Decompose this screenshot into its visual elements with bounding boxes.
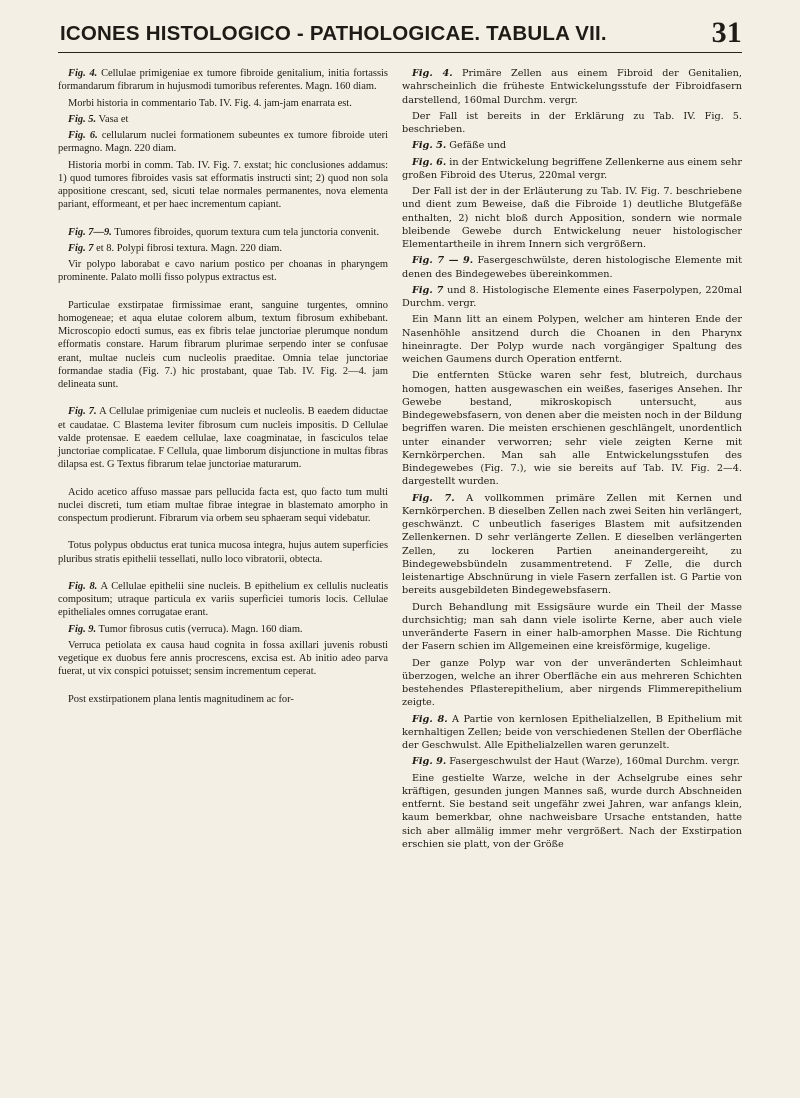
paragraph-text: Fasergeschwülste, deren histologische Elemente mit denen des Bindegewebes übereinkommen. bbox=[402, 255, 742, 280]
figure-label: Fig. 7 — 9. bbox=[412, 255, 474, 267]
figure-label: Fig. 8. bbox=[68, 580, 98, 592]
paragraph-text: Totus polypus obductus erat tunica mucosa integra, hujus autem superficies pluribus stratis epithelii tessellati, nullo loco vibratorii, obtecta. bbox=[58, 540, 388, 565]
latin-paragraph bbox=[58, 623, 388, 636]
figure-label: Fig. 9. bbox=[68, 623, 97, 635]
latin-paragraph bbox=[58, 405, 388, 471]
german-paragraph bbox=[402, 772, 742, 852]
paragraph-text: Verruca petiolata ex causa haud cognita in fossa axillari juvenis robusti vegetique ex duobus fere annis procrescens, excisa est. Ab initio adeo parva fuerat, ut vix conspici potuisset; sensim incrementum ceperat. bbox=[58, 639, 388, 678]
german-column bbox=[402, 67, 742, 854]
paragraph-text: A Cellulae primigeniae cum nucleis et nucleolis. B eaedem diductae et caudatae. C Blastema leviter fibrosum cum nucleis impositis. D Cellulae valde protensae. E eaedem cellulae, laxe coagminatae, in fasciculos telae junctoriae complicatae. F Cellula, quae limborum disjunctione in multas fibras dilapsa est. G Textus fibrarum telae junctoriae maturarum. bbox=[58, 406, 388, 471]
latin-column bbox=[58, 67, 388, 854]
page-header bbox=[58, 18, 742, 53]
paragraph-text: Tumor fibrosus cutis (verruca). Magn. 160 diam. bbox=[96, 623, 303, 635]
figure-label: Fig. 5. bbox=[412, 140, 447, 152]
figure-label: Fig. 7 bbox=[68, 242, 94, 254]
paragraph-text: Historia morbi in comm. Tab. IV. Fig. 7. exstat; hic conclusiones addamus: 1) quod tumores fibroides vasis sat efformatis instructi sint; 2) quod non sola appositione crescant, sed, sicuti telae normales permanentes, nova elementa pariant, efformeant, et per haec incrementum capiant. bbox=[58, 159, 388, 211]
paragraph-text: in der Entwickelung begriffene Zellenkerne aus einem sehr großen Fibroid des Uterus, 220mal vergr. bbox=[402, 156, 742, 181]
german-paragraph bbox=[402, 254, 742, 281]
figure-label: Fig. 9. bbox=[412, 756, 447, 768]
paragraph-text: Tumores fibroides, quorum textura cum tela junctoria convenit. bbox=[111, 226, 380, 238]
paragraph-text: Durch Behandlung mit Essigsäure wurde ein Theil der Masse durchsichtig; man sah dann viele isolirte Kerne, aber auch viele unveränderte Fasern in einer halb-amorphen Masse. Die Richtung der Fasern schien im Allgemeinen eine kreisförmige, kugelige. bbox=[402, 601, 742, 653]
paragraph-text: Der Fall ist der in der Erläuterung zu Tab. IV. Fig. 7. beschriebene und dient zum Beweise, daß die Fibroide 1) deutliche Blutgefäße enthalten, 2) nicht bloß durch Apposition, sondern wie normale bleibende Gewebe durch Entwickelung neuer histologischer Elementartheile in ihrem Innern sich vergrößern. bbox=[402, 186, 742, 250]
paragraph-text: Particulae exstirpatae firmissimae erant, sanguine turgentes, omnino homogeneae; et aqua elutae colorem album, textum fibrosum exhibebant. Microscopio edocti sumus, eas ex fibris telae junctoriae plerumque nondum efformatis constare. Harum fibrarum plurimae serpendo inter se confusae erant, multae nucleis cum nucleolis praeditae. Omnia telae junctoriae formandae stadia (Fig. 7.) hic prostabant, quae Tab. IV. Fig. 2—4. jam delineata sunt. bbox=[58, 299, 388, 390]
latin-paragraph bbox=[58, 486, 388, 526]
german-paragraph bbox=[402, 713, 742, 753]
german-paragraph bbox=[402, 110, 742, 137]
german-paragraph bbox=[402, 139, 742, 152]
latin-paragraph bbox=[58, 159, 388, 212]
paragraph-text: Der ganze Polyp war von der unveränderten Schleimhaut überzogen, welche an ihrer Oberfläche ein aus mehreren Schichten bestehendes Pflasterepithelium, aber nirgends Flimmerepithelium zeigte. bbox=[402, 657, 742, 709]
paragraph-text: Post exstirpationem plana lentis magnitudinem ac for- bbox=[68, 693, 294, 705]
german-paragraph bbox=[402, 601, 742, 654]
figure-label: Fig. 7. bbox=[412, 492, 455, 504]
latin-paragraph bbox=[58, 580, 388, 620]
paragraph-text: Ein Mann litt an einem Polypen, welcher am hinteren Ende der Nasenhöhle ansitzend durch die Choanen in den Pharynx hineinragte. Der Polyp wurde nach vorgängiger Spaltung des weichen Gaumens durch Operation entfernt. bbox=[402, 314, 742, 365]
paragraph-text: Vir polypo laborabat e cavo narium postico per choanas in pharyngem prominente. Palato molli fisso polypus extractus est. bbox=[58, 259, 388, 284]
figure-label: Fig. 8. bbox=[412, 713, 448, 725]
latin-paragraph bbox=[58, 242, 388, 255]
german-paragraph bbox=[402, 657, 742, 710]
text-columns bbox=[58, 67, 742, 854]
figure-label: Fig. 7 bbox=[412, 284, 444, 296]
page-title: ICONES HISTOLOGICO - PATHOLOGICAE. TABULA VII. bbox=[60, 22, 607, 45]
latin-paragraph bbox=[58, 539, 388, 566]
latin-paragraph bbox=[58, 97, 388, 110]
paragraph-text: Acido acetico affuso massae pars pellucida facta est, quo facto tum multi nuclei discreti, tum etiam multae fibrae integrae in blastemato amorpho in conspectum prodierunt. Fibrarum via orbem seu sphaeram sequi videbatur. bbox=[58, 486, 388, 524]
latin-paragraph bbox=[58, 258, 388, 285]
latin-paragraph bbox=[58, 67, 388, 94]
paragraph-text: et 8. Polypi fibrosi textura. Magn. 220 diam. bbox=[93, 242, 282, 254]
page-number: 31 bbox=[711, 16, 742, 49]
german-paragraph bbox=[402, 369, 742, 488]
figure-label: Fig. 7—9. bbox=[68, 226, 112, 238]
paragraph-text: Cellulae primigeniae ex tumore fibroide genitalium, initia fortassis formandarum fibrarum in hujusmodi tumoribus referentes. Magn. 160 diam. bbox=[58, 68, 388, 93]
paragraph-text: Eine gestielte Warze, welche in der Achselgrube eines sehr kräftigen, gesunden jungen Mannes saß, wurde durch Abschneiden entfernt. Sie bestand seit ungefähr zwei Jahren, war anfangs klein, kaum bemerkbar, ohne nachweisbare Ursache entstanden, hatte sich aber allmälig immer mehr vergrößert. Nach der Exstirpation erschien sie platt, von der Größe bbox=[402, 772, 742, 850]
german-paragraph bbox=[402, 185, 742, 251]
german-paragraph bbox=[402, 156, 742, 183]
figure-label: Fig. 5. bbox=[68, 113, 97, 125]
figure-label: Fig. 4. bbox=[412, 68, 453, 79]
paragraph-text: Vasa et bbox=[96, 113, 129, 125]
latin-paragraph bbox=[58, 299, 388, 392]
paragraph-text: Fasergeschwulst der Haut (Warze), 160mal Durchm. vergr. bbox=[446, 756, 740, 768]
figure-label: Fig. 6. bbox=[68, 130, 98, 141]
paragraph-text: A Cellulae epithelii sine nucleis. B epithelium ex cellulis nucleatis compositum; utraque particula ex variis superficiei tumoris locis. Cellulae epitheliales omnes corrugatae erant. bbox=[58, 580, 388, 619]
latin-paragraph bbox=[58, 226, 388, 239]
paragraph-text: A Partie von kernlosen Epithelialzellen, B Epithelium mit kernhaltigen Zellen; beide von verschiedenen Stellen der Oberfläche der Geschwulst. Alle Epithelialzellen waren gerunzelt. bbox=[402, 713, 742, 751]
paragraph-text: cellularum nuclei formationem subeuntes ex tumore fibroide uteri permagno. Magn. 220 diam. bbox=[58, 130, 388, 155]
latin-paragraph bbox=[58, 639, 388, 679]
paragraph-text: Primäre Zellen aus einem Fibroid der Genitalien, wahrscheinlich die früheste Entwickelungsstufe der Fibroidfasern darstellend, 160mal Durchm. vergr. bbox=[402, 68, 742, 106]
german-paragraph bbox=[402, 313, 742, 366]
paragraph-text: und 8. Histologische Elemente eines Faserpolypen, 220mal Durchm. vergr. bbox=[402, 284, 742, 309]
figure-label: Fig. 4. bbox=[68, 68, 98, 79]
latin-paragraph bbox=[58, 129, 388, 156]
german-paragraph bbox=[402, 67, 742, 107]
german-paragraph bbox=[402, 492, 742, 598]
paragraph-text: Morbi historia in commentario Tab. IV. Fig. 4. jam-jam enarrata est. bbox=[68, 97, 352, 109]
german-paragraph bbox=[402, 284, 742, 311]
paragraph-text: Gefäße und bbox=[446, 140, 507, 152]
paragraph-text: Die entfernten Stücke waren sehr fest, blutreich, durchaus homogen, hatten ausgewaschen ein weißes, faseriges Ansehen. Ihr Gewebe bestand, mikroskopisch untersucht, aus Bindegewebsfasern, von denen aber die meisten noch in der Bildung begriffen waren. Die meisten erschienen geschlängelt, unordentlich unter einander verworren; sehr viele zeigten Kerne mit Kernkörperchen. Man sah alle Entwickelungsstufen des Bindegewebes (Fig. 7.), wie sie bereits auf Tab. IV. Fig. 2—4. dargestellt wurden. bbox=[402, 370, 742, 488]
figure-label: Fig. 7. bbox=[68, 406, 97, 418]
german-paragraph bbox=[402, 755, 742, 768]
latin-paragraph bbox=[58, 113, 388, 126]
paragraph-text: Der Fall ist bereits in der Erklärung zu Tab. IV. Fig. 5. beschrieben. bbox=[402, 110, 742, 135]
paragraph-text: A vollkommen primäre Zellen mit Kernen und Kernkörperchen. B dieselben Zellen nach zwei Seiten hin verlängert, geschwänzt. C unbeutlich faseriges Blastem mit aufsitzenden Zellenkernen. D sehr verlängerte Zellen. E dieselben verlängerten Zellen, zu lockeren Partien aneinandergereiht, zu Bindegewebsbündeln zusammentretend. F Zelle, die durch leistenartige Abschnürung in viele Fasern zerfallen ist. G Partie von bereits ausgebildeten Bindegewebsfasern. bbox=[402, 492, 742, 597]
latin-paragraph bbox=[58, 693, 388, 706]
figure-label: Fig. 6. bbox=[412, 156, 447, 168]
